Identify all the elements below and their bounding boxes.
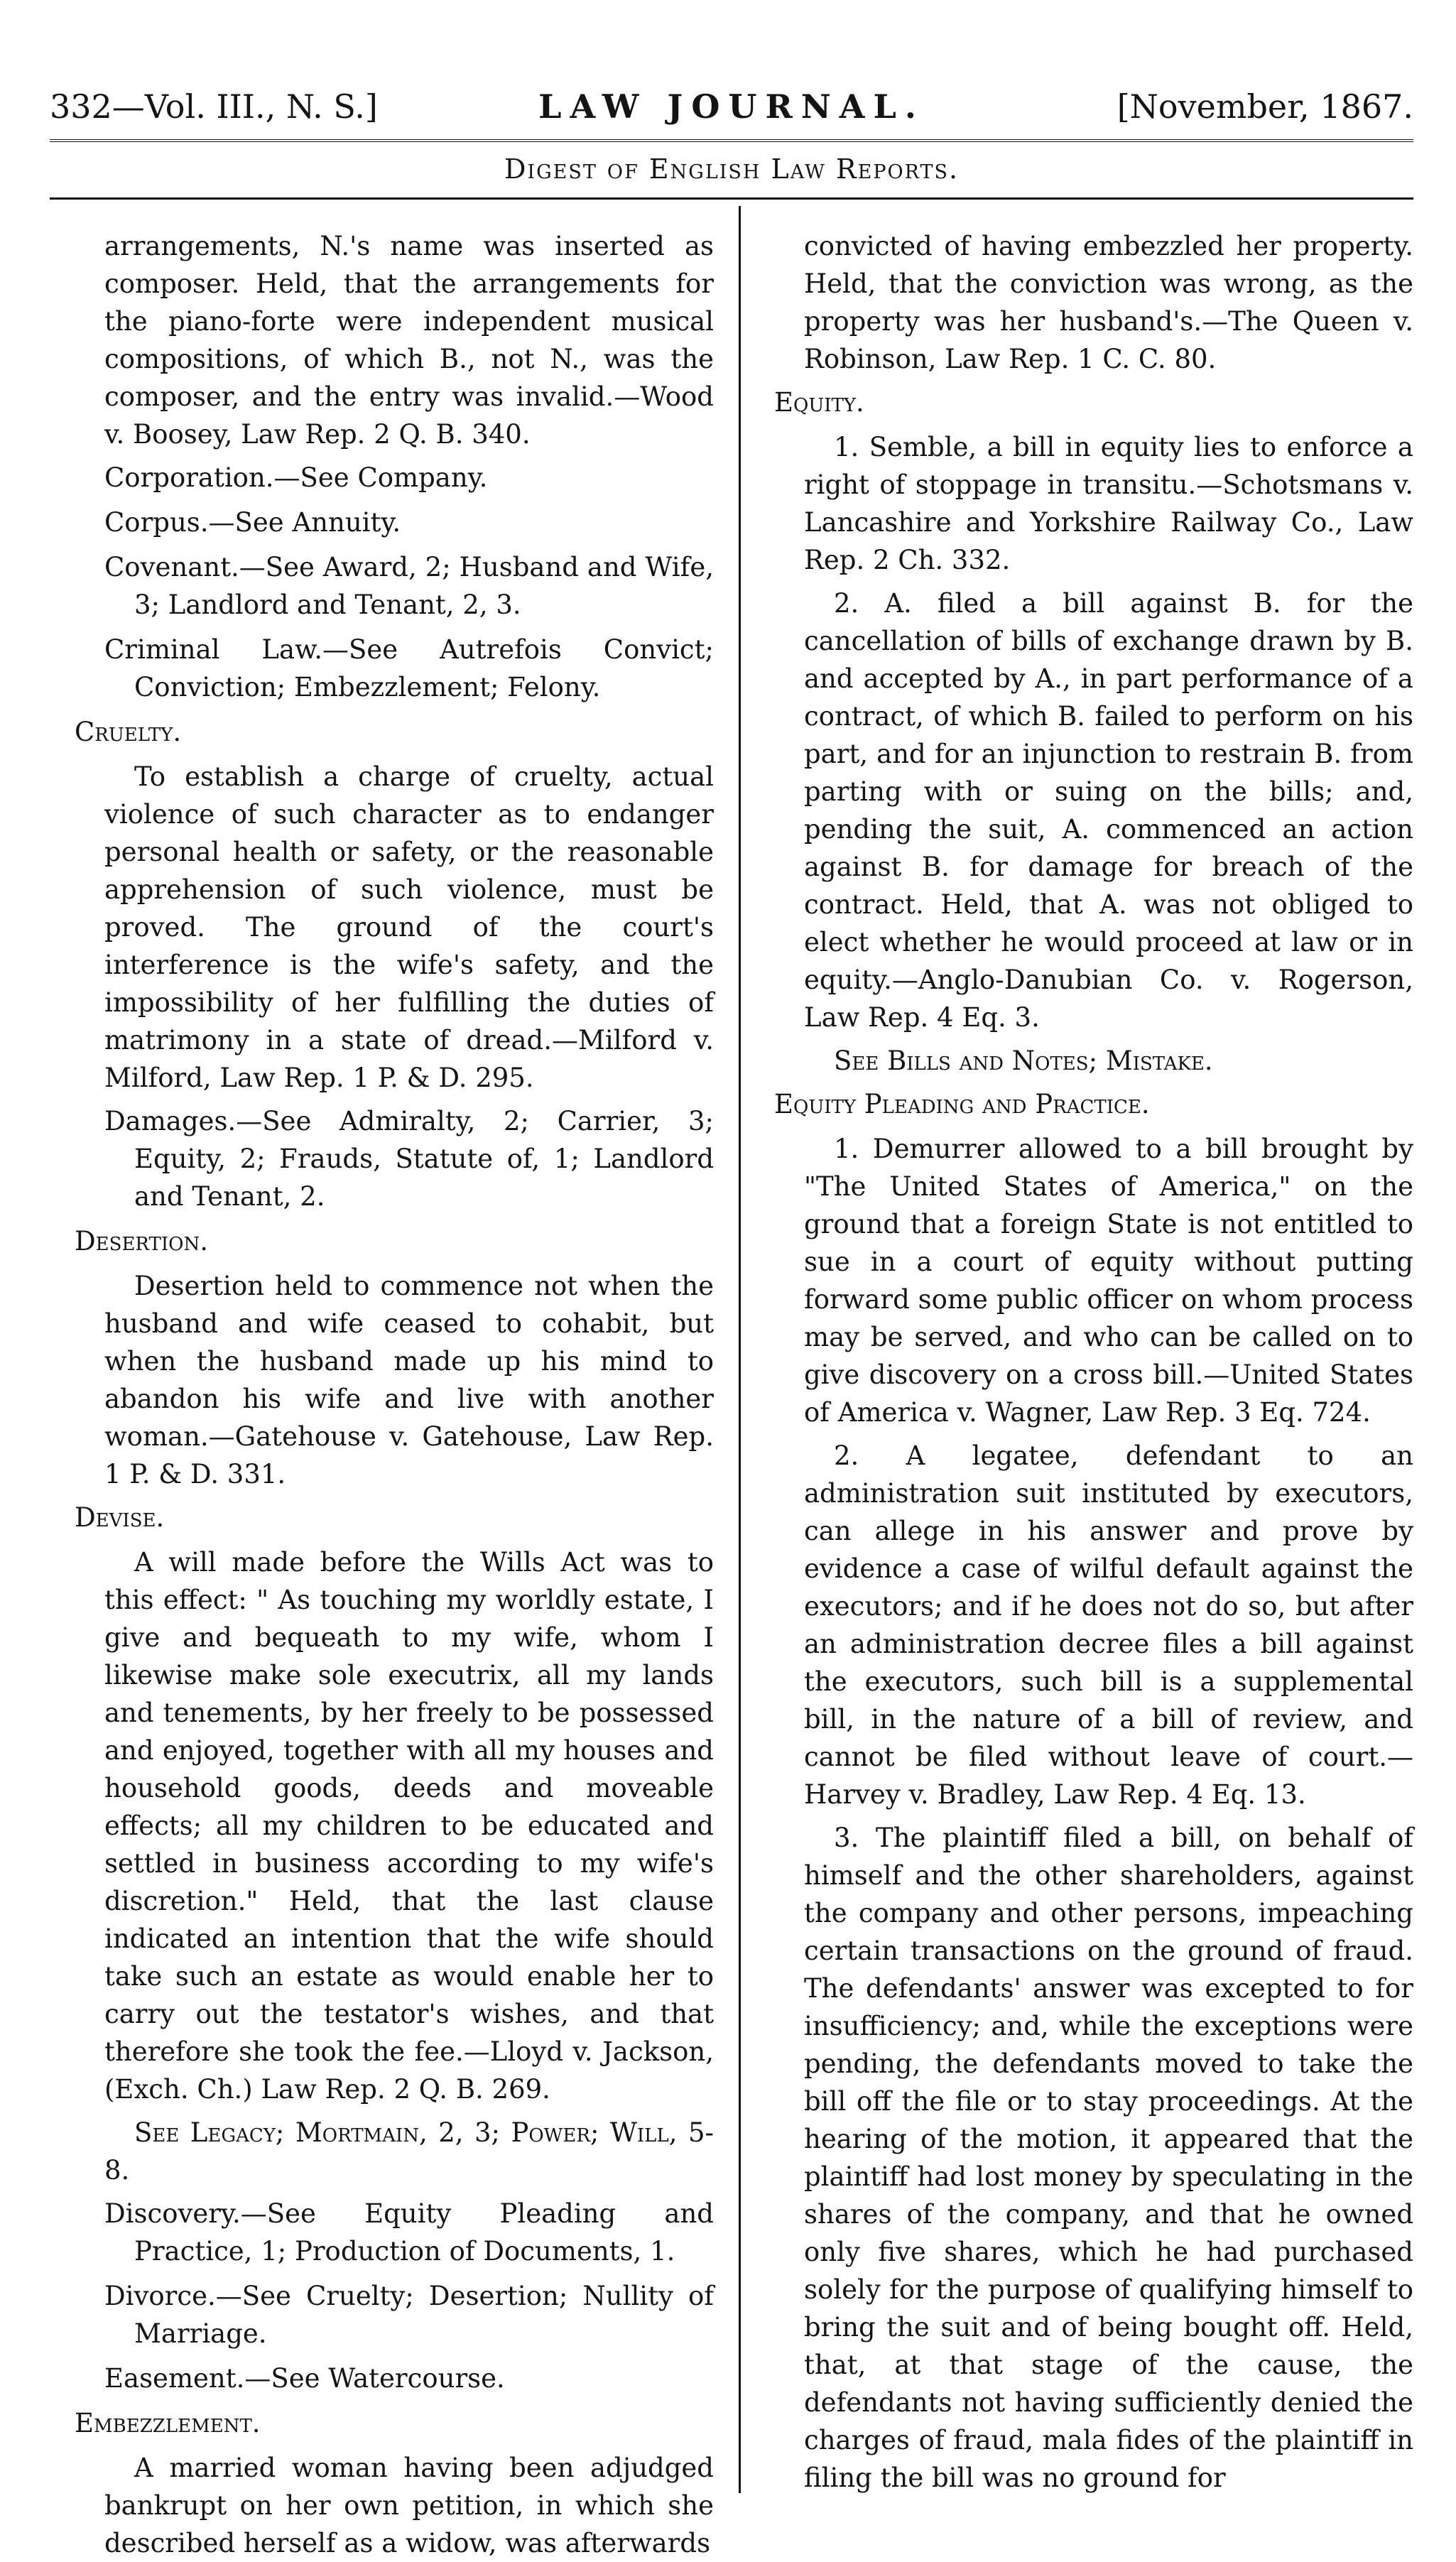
entry-corporation: Corporation.—See Company.: [104, 462, 488, 493]
entry-divorce: Divorce.—See Cruelty; Desertion; Nullity of Marriage.: [104, 2281, 714, 2349]
paragraph-embezzlement: A married woman having been adjudged bankrupt on her own petition, in which she described herself as a widow, was afterwards: [104, 2453, 714, 2558]
entry-easement: Easement.—See Watercourse.: [104, 2363, 505, 2394]
running-head: [50, 78, 1413, 135]
heading-embezzlement: Embezzlement.: [75, 2408, 261, 2438]
entry-covenant: Covenant.—See Award, 2; Husband and Wife, 3; Landlord and Tenant, 2, 3.: [104, 552, 714, 620]
right-column: [774, 227, 1413, 2493]
column-divider: [739, 206, 741, 2493]
paragraph-devise: A will made before the Wills Act was to this effect: " As touching my worldly estate, I give and bequeath to my wife, whom I likewise make sole executrix, all my lands and tenements, by her freely to be possessed and enjoyed, together with all my houses and household goods, deeds and moveable effects; all my children to be educated and settled in business according to my wife's discretion." Held, that the last clause indicated an intention that the wife should take such an estate as would enable her to carry out the testator's wishes, and that therefore she took the fee.—Lloyd v. Jackson, (Exch. Ch.) Law Rep. 2 Q. B. 269.: [104, 1547, 714, 2105]
heading-devise: Devise.: [75, 1502, 165, 1533]
equity-pleading-item-2: 2. A legatee, defendant to an administration suit instituted by executors, can allege in his answer and prove by evidence a case of wilful default against the executors; and if he does not do so, but after an administration decree files a bill against the executors, such bill is a supplemental bill, in the nature of a bill of review, and cannot be filed without leave of court.—Harvey v. Bradley, Law Rep. 4 Eq. 13.: [804, 1440, 1413, 1810]
heading-cruelty: Cruelty.: [75, 717, 182, 747]
entry-criminal-law: Criminal Law.—See Autrefois Convict; Conviction; Embezzlement; Felony.: [104, 634, 714, 702]
continued-paragraph: arrangements, N.'s name was inserted as composer. Held, that the arrangements for the piano-forte were independent musical compositions, of which B., not N., was the composer, and the entry was invalid.—Wood v. Boosey, Law Rep. 2 Q. B. 340.: [104, 231, 714, 450]
issue-date: [November, 1867.: [1117, 87, 1413, 126]
heading-desertion: Desertion.: [75, 1226, 208, 1256]
entry-discovery: Discovery.—See Equity Pleading and Practice, 1; Production of Documents, 1.: [104, 2198, 714, 2267]
entry-corpus: Corpus.—See Annuity.: [104, 507, 401, 538]
left-column: [75, 227, 714, 2558]
paragraph-cruelty: To establish a charge of cruelty, actual violence of such character as to endanger personal health or safety, or the reasonable apprehension of such violence, must be proved. The ground of the court's interference is the wife's safety, and the impossibility of her fulfilling the duties of matrimony in a state of dread.—Milford v. Milford, Law Rep. 1 P. & D. 295.: [104, 761, 714, 1093]
devise-cross-reference: See Legacy; Mortmain, 2, 3; Power; Will, 5-8.: [104, 2117, 714, 2186]
equity-item-2: 2. A. filed a bill against B. for the cancellation of bills of exchange drawn by B. and accepted by A., in part performance of a contract, of which B. failed to perform on his part, and for an injunction to restrain B. from parting with or suing on the bills; and, pending the suit, A. commenced an action against B. for damage for breach of the contract. Held, that A. was not obliged to elect whether he would proceed at law or in equity.—Anglo-Danubian Co. v. Rogerson, Law Rep. 4 Eq. 3.: [804, 588, 1413, 1033]
page-number-volume: 332—Vol. III., N. S.]: [50, 87, 378, 126]
journal-title: LAW JOURNAL.: [538, 87, 925, 126]
heading-equity: Equity.: [774, 387, 864, 418]
paragraph-desertion: Desertion held to commence not when the husband and wife ceased to cohabit, but when the husband made up his mind to abandon his wife and live with another woman.—Gatehouse v. Gatehouse, Law Rep. 1 P. & D. 331.: [104, 1271, 714, 1489]
section-title: Digest of English Law Reports.: [504, 153, 960, 185]
equity-pleading-item-1: 1. Demurrer allowed to a bill brought by "The United States of America," on the ground that a foreign State is not entitled to sue in a court of equity without putting forward some public officer on whom process may be served, and who can be called on to give discovery on a cross bill.—United States of America v. Wagner, Law Rep. 3 Eq. 724.: [804, 1134, 1413, 1428]
heading-equity-pleading: Equity Pleading and Practice.: [774, 1089, 1150, 1119]
entry-damages: Damages.—See Admiralty, 2; Carrier, 3; Equity, 2; Frauds, Statute of, 1; Landlord and Tenant, 2.: [104, 1106, 714, 1212]
equity-item-1: 1. Semble, a bill in equity lies to enforce a right of stoppage in transitu.—Schotsmans v. Lancashire and Yorkshire Railway Co., Law Rep. 2 Ch. 332.: [804, 432, 1413, 575]
header-rule-bottom: [50, 197, 1413, 200]
continued-paragraph-right: convicted of having embezzled her property. Held, that the conviction was wrong, as the property was her husband's.—The Queen v. Robinson, Law Rep. 1 C. C. 80.: [804, 231, 1413, 374]
equity-cross-reference: See Bills and Notes; Mistake.: [834, 1046, 1213, 1076]
equity-pleading-item-3: 3. The plaintiff filed a bill, on behalf of himself and the other shareholders, against the company and other persons, impeaching certain transactions on the ground of fraud. The defendants' answer was excepted to for insufficiency; and, while the exceptions were pending, the defendants moved to take the bill off the file or to stay proceedings. At the hearing of the motion, it appeared that the plaintiff had lost money by speculating in the shares of the company, and that he owned only five shares, which he had purchased solely for the purpose of qualifying himself to bring the suit and of being bought off. Held, that, at that stage of the cause, the defendants not having sufficiently denied the charges of fraud, mala fides of the plaintiff in filing the bill was no ground for: [804, 1823, 1413, 2493]
header-rule-top: [50, 139, 1413, 142]
